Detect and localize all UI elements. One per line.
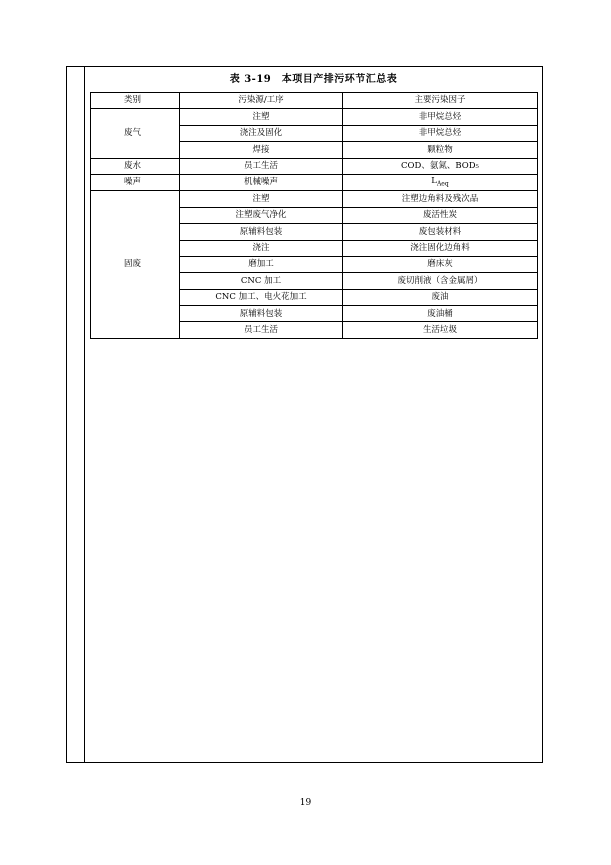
source-cell: 注塑 <box>180 191 343 207</box>
factor-cell: 废油桶 <box>343 306 538 322</box>
source-cell: 浇注 <box>180 240 343 256</box>
factor-cell: 磨床灰 <box>343 256 538 272</box>
page-number: 19 <box>299 798 312 808</box>
source-cell: CNC 加工、电火花加工 <box>180 289 343 305</box>
header-source: 污染源/工序 <box>180 93 343 109</box>
table-caption: 表 3-19 本项目产排污环节汇总表 <box>229 74 398 85</box>
category-cell: 固废 <box>91 191 180 339</box>
table-row <box>91 191 538 207</box>
header-category: 类别 <box>91 93 180 109</box>
factor-cell: 废切削液（含金属屑） <box>343 273 538 289</box>
source-cell: 员工生活 <box>180 158 343 174</box>
source-cell: 磨加工 <box>180 256 343 272</box>
factor-cell: COD、氨氮、BOD₅ <box>343 158 538 174</box>
factor-cell: 生活垃圾 <box>343 322 538 338</box>
category-cell: 废水 <box>91 158 180 174</box>
factor-cell: 非甲烷总烃 <box>343 125 538 141</box>
source-cell: 员工生活 <box>180 322 343 338</box>
source-cell: 注塑废气净化 <box>180 207 343 223</box>
frame-margin-line <box>84 66 85 763</box>
factor-cell: 注塑边角料及残次品 <box>343 191 538 207</box>
factor-cell <box>343 174 538 190</box>
header-factor: 主要污染因子 <box>343 93 538 109</box>
factor-cell: 浇注固化边角料 <box>343 240 538 256</box>
factor-cell: 废活性炭 <box>343 207 538 223</box>
source-cell: 机械噪声 <box>180 174 343 190</box>
factor-cell: 废油 <box>343 289 538 305</box>
factor-cell: 非甲烷总烃 <box>343 109 538 125</box>
category-cell: 噪声 <box>91 174 180 190</box>
factor-cell: 颗粒物 <box>343 142 538 158</box>
source-cell: 焊接 <box>180 142 343 158</box>
table-row <box>91 158 538 174</box>
source-cell: 原辅料包装 <box>180 224 343 240</box>
source-cell: CNC 加工 <box>180 273 343 289</box>
table-row <box>91 174 538 190</box>
table-row <box>91 109 538 125</box>
laeq-subscript: Aeq <box>436 180 449 188</box>
category-cell: 废气 <box>91 109 180 158</box>
source-cell: 注塑 <box>180 109 343 125</box>
pollution-summary-table <box>90 92 538 339</box>
laeq-label: $L_{Aeq}$ <box>431 176 449 188</box>
source-cell: 原辅料包装 <box>180 306 343 322</box>
table-header-row <box>91 93 538 109</box>
source-cell: 浇注及固化 <box>180 125 343 141</box>
factor-cell: 废包装材料 <box>343 224 538 240</box>
